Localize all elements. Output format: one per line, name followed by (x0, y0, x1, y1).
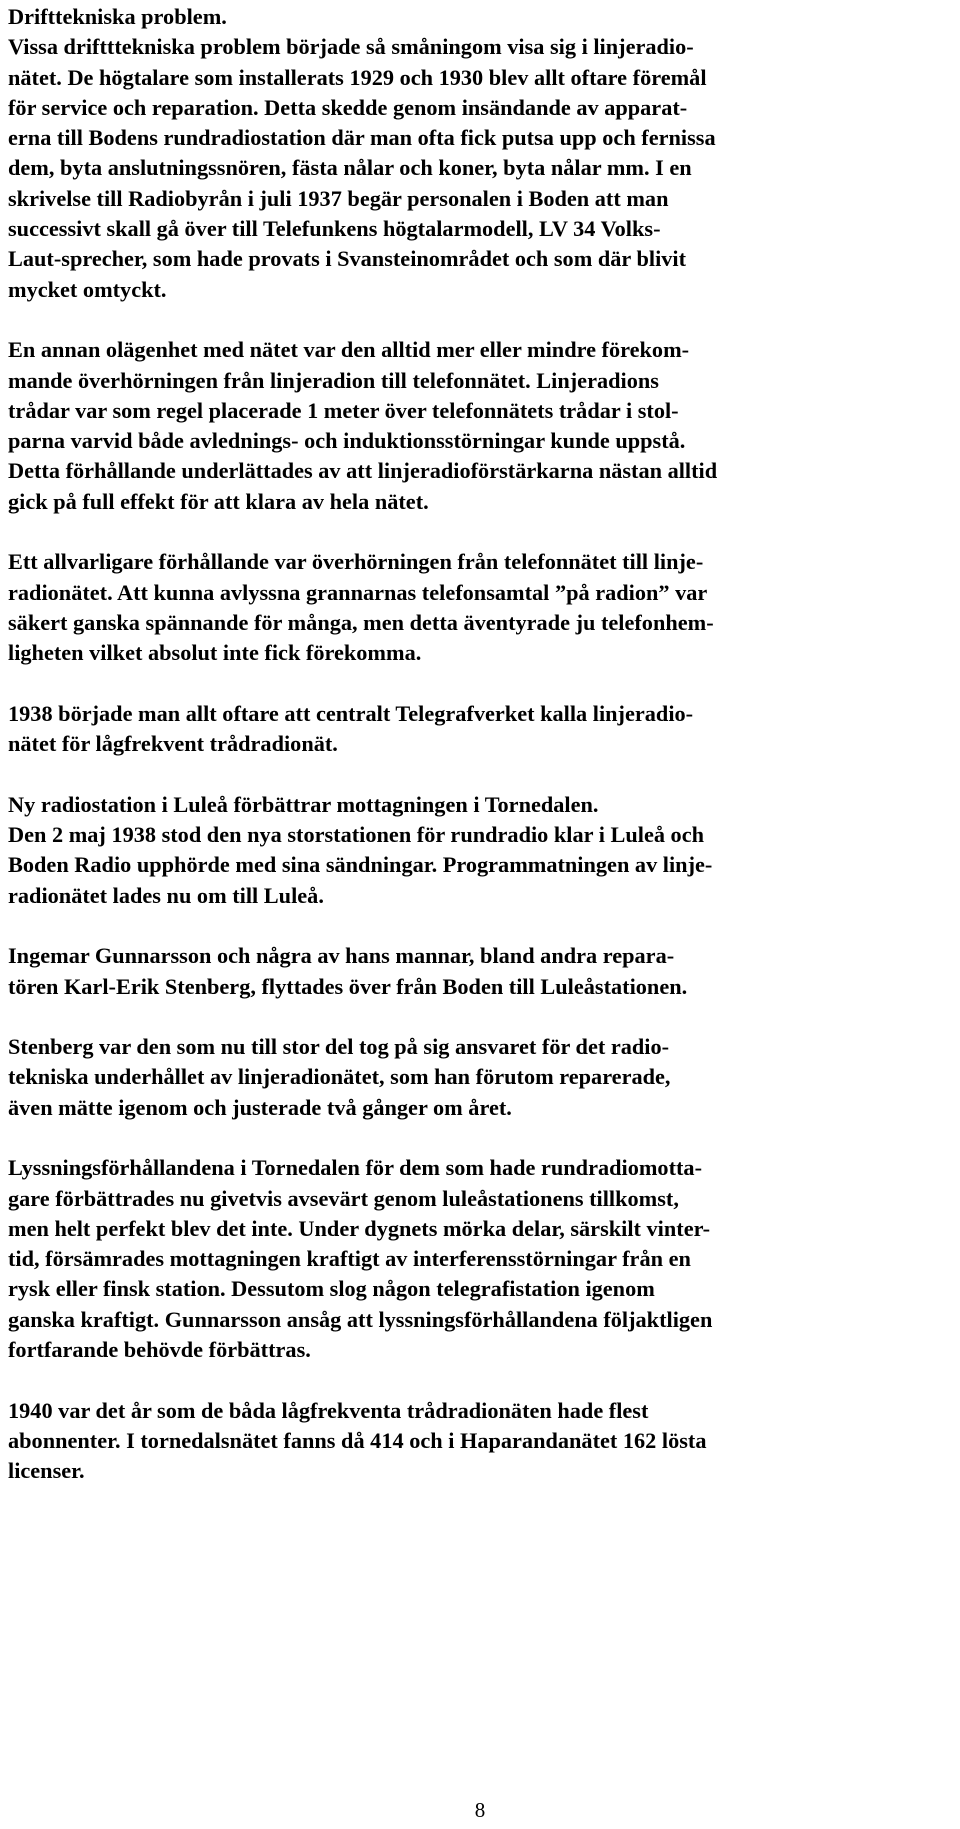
paragraph (8, 699, 958, 760)
text-line: Ingemar Gunnarsson och några av hans mannar, bland andra repara- (8, 943, 675, 969)
text-line: gick på full effekt för att klara av hela nätet. (8, 488, 429, 514)
text-line: abonnenter. I tornedalsnätet fanns då 414 och i Haparandanätet 162 lösta (8, 1427, 707, 1453)
text-line: mycket omtyckt. (8, 276, 167, 302)
text-line: Vissa driftttekniska problem började så småningom visa sig i linjeradio- (8, 34, 694, 60)
text-line: radionätet. Att kunna avlyssna grannarnas telefonsamtal ”på radion” var (8, 579, 708, 605)
text-line: tid, försämrades mottagningen kraftigt av interferensstörningar från en (8, 1246, 691, 1272)
text-line: dem, byta anslutningssnören, fästa nålar och koner, byta nålar mm. I en (8, 155, 692, 181)
text-line: Ett allvarligare förhållande var överhörningen från telefonnätet till linje- (8, 549, 704, 575)
text-line: Drifttekniska problem. (8, 4, 227, 29)
document-body (8, 2, 958, 1487)
text-line: skrivelse till Radiobyrån i juli 1937 begär personalen i Boden att man (8, 185, 669, 211)
page-number: 8 (474, 1798, 486, 1822)
text-line: radionätet lades nu om till Luleå. (8, 882, 324, 908)
text-line: Laut-sprecher, som hade provats i Svansteinområdet och som där blivit (8, 246, 687, 272)
text-line: Stenberg var den som nu till stor del tog på sig ansvaret för det radio- (8, 1034, 670, 1060)
text-line: En annan olägenhet med nätet var den alltid mer eller mindre förekom- (8, 337, 690, 363)
text-line: ganska kraftigt. Gunnarsson ansåg att lyssningsförhållandena följaktligen (8, 1306, 713, 1332)
text-line: för service och reparation. Detta skedde genom insändande av apparat- (8, 94, 688, 120)
text-line: tören Karl-Erik Stenberg, flyttades över från Boden till Luleåstationen. (8, 973, 688, 999)
text-line: Lyssningsförhållandena i Tornedalen för dem som hade rundradiomotta- (8, 1155, 703, 1181)
paragraph (8, 335, 958, 517)
text-line: säkert ganska spännande för många, men detta äventyrade ju telefonhem- (8, 609, 714, 635)
text-line: 1938 började man allt oftare att centralt Telegrafverket kalla linjeradio- (8, 700, 694, 726)
text-line: ligheten vilket absolut inte fick förekomma. (8, 640, 422, 666)
text-line: erna till Bodens rundradiostation där man ofta fick putsa upp och fernissa (8, 125, 716, 151)
paragraph (8, 2, 958, 305)
text-line: licenser. (8, 1458, 85, 1484)
paragraph (8, 1032, 958, 1123)
text-line: Ny radiostation i Luleå förbättrar mottagningen i Tornedalen. (8, 791, 599, 817)
text-line: men helt perfekt blev det inte. Under dygnets mörka delar, särskilt vinter- (8, 1215, 711, 1241)
text-line: Detta förhållande underlättades av att linjeradioförstärkarna nästan alltid (8, 458, 718, 484)
text-line: fortfarande behövde förbättras. (8, 1337, 311, 1363)
text-line: trådar var som regel placerade 1 meter över telefonnätets trådar i stol- (8, 397, 679, 423)
paragraph (8, 1396, 958, 1487)
text-line: parna varvid både avlednings- och induktionsstörningar kunde uppstå. (8, 428, 686, 454)
text-line: Den 2 maj 1938 stod den nya storstationen för rundradio klar i Luleå och (8, 822, 705, 848)
text-line: gare förbättrades nu givetvis avsevärt genom luleåstationens tillkomst, (8, 1185, 679, 1211)
text-line: Boden Radio upphörde med sina sändningar. Programmatningen av linje- (8, 852, 713, 878)
text-line: tekniska underhållet av linjeradionätet, som han förutom reparerade, (8, 1064, 671, 1090)
paragraph (8, 547, 958, 668)
paragraph (8, 941, 958, 1002)
document-page (8, 2, 958, 1517)
paragraph (8, 790, 958, 911)
text-line: nätet. De högtalare som installerats 1929 och 1930 blev allt oftare föremål (8, 64, 707, 90)
text-line: nätet för lågfrekvent trådradionät. (8, 731, 338, 757)
text-line: rysk eller finsk station. Dessutom slog någon telegrafistation igenom (8, 1276, 655, 1302)
text-line: successivt skall gå över till Telefunkens högtalarmodell, LV 34 Volks- (8, 216, 661, 242)
paragraph (8, 1153, 958, 1365)
text-line: 1940 var det år som de båda lågfrekventa trådradionäten hade flest (8, 1397, 649, 1423)
text-line: mande överhörningen från linjeradion till telefonnätet. Linjeradions (8, 367, 659, 393)
text-line: även mätte igenom och justerade två gånger om året. (8, 1094, 512, 1120)
